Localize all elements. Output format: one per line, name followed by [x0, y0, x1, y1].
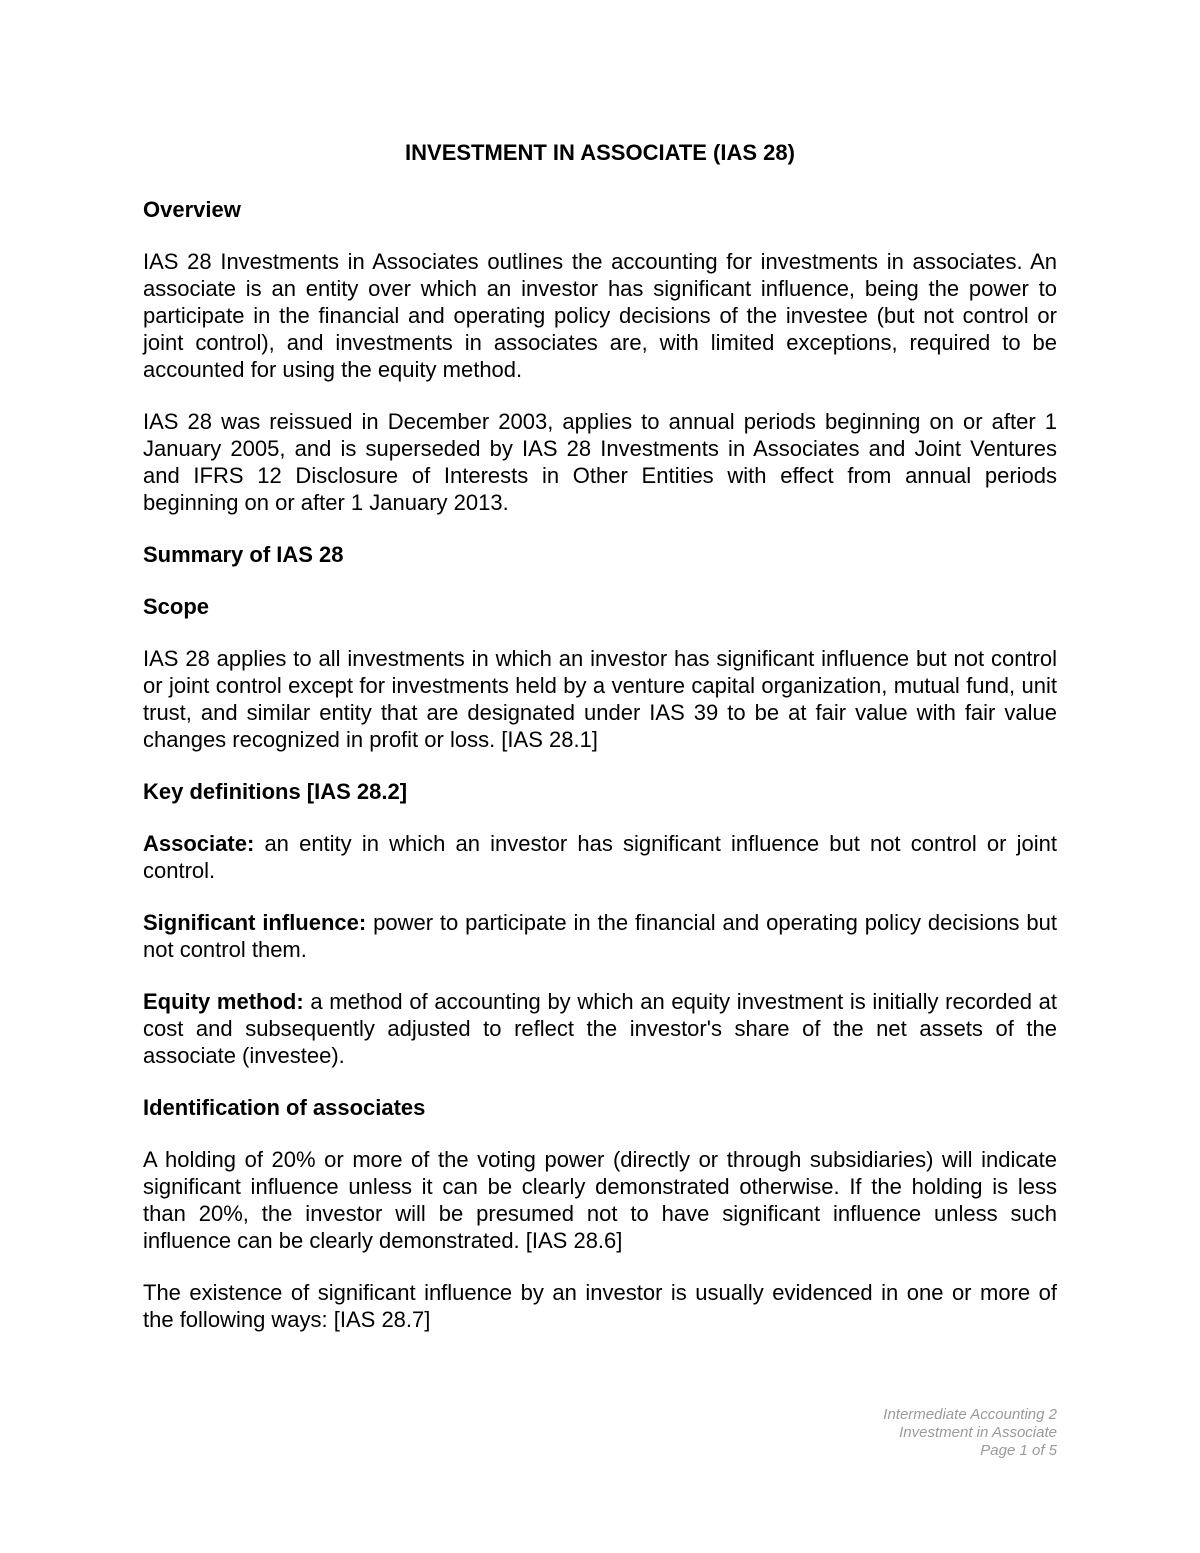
summary-heading: Summary of IAS 28 [143, 542, 344, 567]
scope-heading: Scope [143, 594, 210, 619]
identification-paragraph-1: A holding of 20% or more of the voting power (directly or through subsidiaries) will indicate significant influence unless it can be clearly demonstrated otherwise. If the holding is less than 20%, the investor will be presumed not to have significant influence unless such influence can be clearly demonstrated. [IAS 28.6] [143, 1147, 1057, 1253]
definition-text: power to participate in the financial and operating policy decisions but not control them. [143, 910, 1058, 962]
definition-term: Associate: [143, 831, 255, 856]
overview-paragraph-2: IAS 28 was reissued in December 2003, applies to annual periods beginning on or after 1 January 2005, and is superseded by IAS 28 Investments in Associates and Joint Ventures and IFRS 12 Disclosure of Interests in Other Entities with effect from annual periods beginning on or after 1 January 2013. [143, 409, 1057, 515]
footer-page-number: Page 1 of 5 [980, 1442, 1057, 1459]
footer-course: Intermediate Accounting 2 [883, 1406, 1057, 1423]
document-title: INVESTMENT IN ASSOCIATE (IAS 28) [405, 140, 795, 165]
document-page [143, 138, 1057, 1358]
definitions-heading: Key definitions [IAS 28.2] [143, 779, 408, 804]
definition-term: Equity method: [143, 989, 304, 1014]
definition-term: Significant influence: [143, 910, 367, 935]
identification-heading: Identification of associates [143, 1095, 426, 1120]
page-footer [883, 1406, 1057, 1460]
definition-associate [143, 830, 1057, 884]
scope-paragraph: IAS 28 applies to all investments in which an investor has significant influence but not control or joint control except for investments held by a venture capital organization, mutual fund, unit trust, and similar entity that are designated under IAS 39 to be at fair value with fair value changes recognized in profit or loss. [IAS 28.1] [143, 646, 1057, 752]
definition-significant-influence [143, 909, 1057, 963]
overview-paragraph-1: IAS 28 Investments in Associates outlines the accounting for investments in associates. An associate is an entity over which an investor has significant influence, being the power to participate in the financial and operating policy decisions of the investee (but not control or joint control), and investments in associates are, with limited exceptions, required to be accounted for using the equity method. [143, 249, 1057, 382]
definition-equity-method [143, 988, 1057, 1069]
definition-text: an entity in which an investor has significant influence but not control or joint control. [143, 831, 1057, 883]
definition-text: a method of accounting by which an equity investment is initially recorded at cost and subsequently adjusted to reflect the investor's share of the net assets of the associate (investee). [143, 989, 1057, 1068]
footer-topic: Investment in Associate [899, 1424, 1057, 1441]
overview-heading: Overview [143, 197, 241, 222]
identification-paragraph-2: The existence of significant influence by an investor is usually evidenced in one or more of the following ways: [IAS 28.7] [143, 1280, 1057, 1332]
